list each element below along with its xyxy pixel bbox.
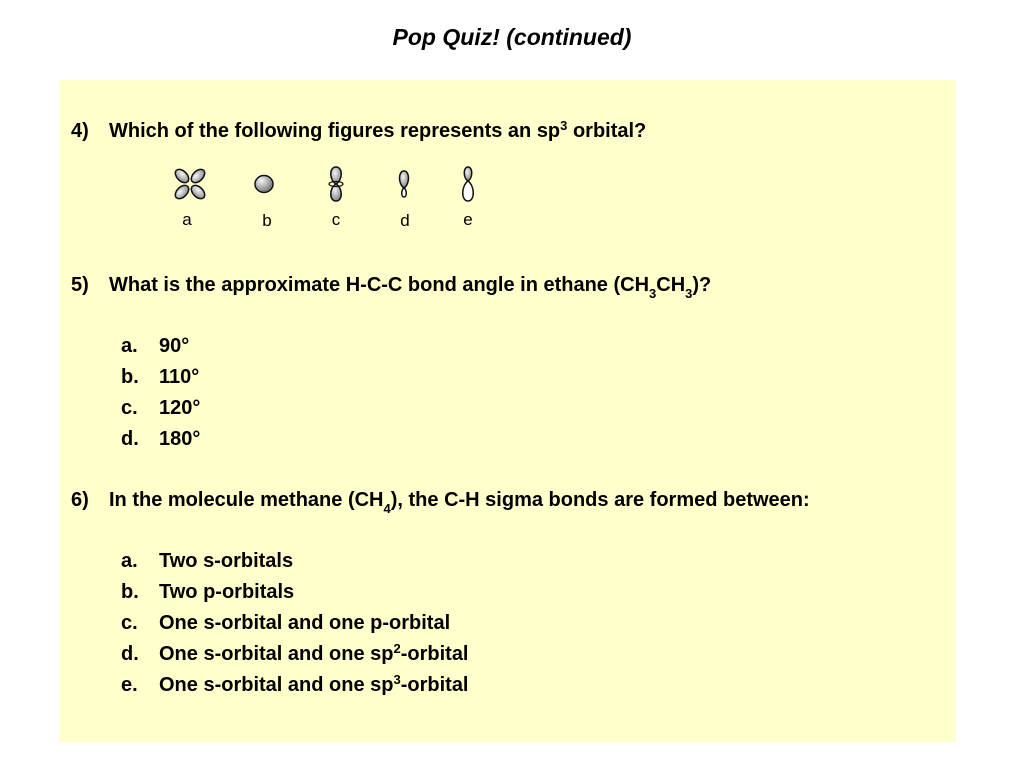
option-text: 90° [159,335,190,357]
question-number: 4) [71,120,89,142]
question-text: Which of the following figures represents an sp [109,120,561,142]
figure-label-c: c [331,210,341,229]
four-lobe-d-orbital-icon [172,167,208,201]
question-text-end: orbital? [567,120,647,142]
subscript: 4 [383,501,391,516]
slide-title: Pop Quiz! (continued) [392,24,632,50]
figure-label-d: d [400,211,410,230]
figure-label-e: e [463,210,473,229]
option-letter: d. [121,428,139,450]
option-text: 180° [159,428,201,450]
option-text-end: -orbital [400,674,469,696]
small-lobe-orbital-icon [396,168,412,200]
superscript: 3 [393,672,401,687]
superscript: 3 [560,118,568,133]
option-text: One s-orbital and one sp [159,674,394,696]
option-text: One s-orbital and one p-orbital [159,612,451,634]
option-text-end: -orbital [400,643,469,665]
subscript: 3 [649,286,657,301]
option-text: 110° [159,366,200,388]
option-text: One s-orbital and one sp [159,643,394,665]
option-text: 120° [159,397,201,419]
option-5c [121,397,200,420]
sphere-s-orbital-icon [253,174,275,194]
option-6c [121,612,450,635]
option-letter: b. [121,581,139,603]
question-text: In the molecule methane (CH [109,489,384,511]
option-6d [121,643,469,666]
option-letter: b. [121,366,139,388]
figure-label-a: a [182,210,192,229]
option-5b [121,366,199,389]
option-6e [121,674,469,697]
option-letter: c. [121,397,138,419]
option-text: Two s-orbitals [159,550,294,572]
option-5a [121,335,189,358]
dumbbell-p-orbital-icon [325,164,347,204]
figure-label-b: b [262,211,272,230]
question-number: 5) [71,274,89,296]
option-6b [121,581,294,604]
question-4 [71,120,646,143]
option-letter: e. [121,674,138,696]
question-text: What is the approximate H-C-C bond angle in ethane (CH [109,274,650,296]
question-text-end: )? [692,274,712,296]
question-number: 6) [71,489,89,511]
option-letter: c. [121,612,138,634]
question-text-end: ), the C-H sigma bonds are formed between: [390,489,810,511]
question-text-mid: CH [656,274,686,296]
option-6a [121,550,293,573]
option-letter: a. [121,335,138,357]
question-6 [71,489,810,516]
superscript: 2 [393,641,401,656]
option-letter: d. [121,643,139,665]
option-text: Two p-orbitals [159,581,295,603]
option-5d [121,428,200,451]
question-5 [71,274,712,301]
subscript: 3 [685,286,693,301]
large-lobe-orbital-icon [458,164,478,204]
option-letter: a. [121,550,138,572]
